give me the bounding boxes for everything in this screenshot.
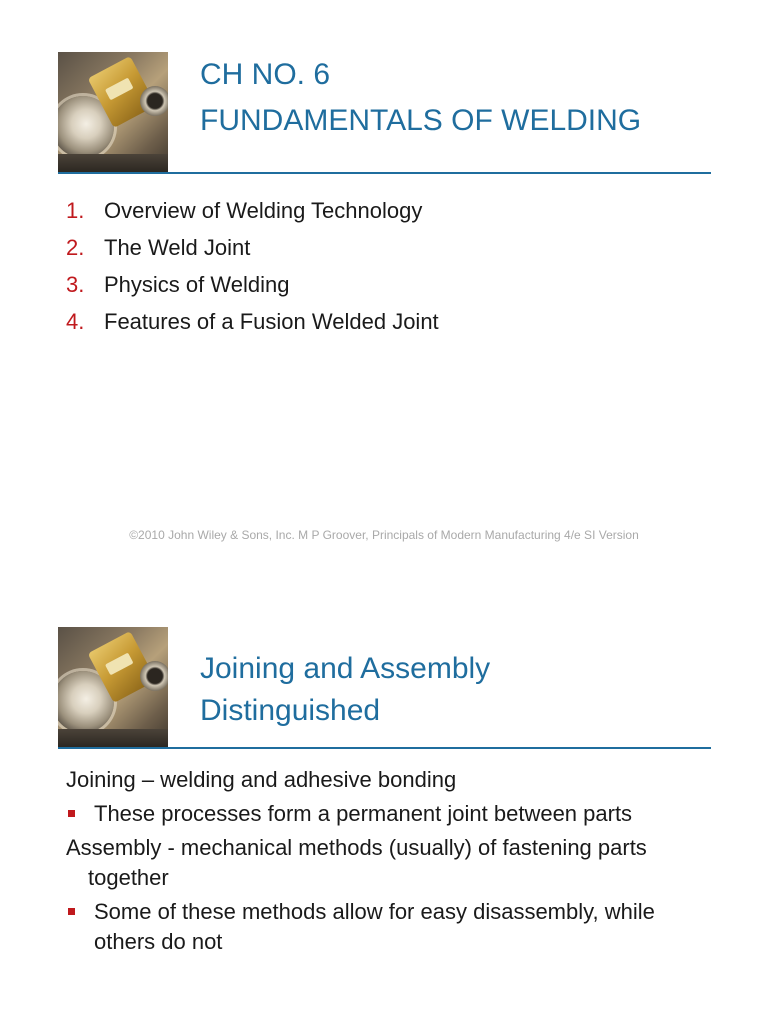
topic-item — [66, 229, 439, 266]
slide-1-title-line-2: FUNDAMENTALS OF WELDING — [200, 104, 642, 137]
topic-text: Features of a Fusion Welded Joint — [104, 309, 439, 334]
topic-text: Overview of Welding Technology — [104, 198, 423, 223]
welding-photo — [58, 627, 168, 747]
slide-2 — [0, 600, 768, 1024]
title-divider — [58, 172, 711, 174]
topic-number: 2. — [66, 235, 85, 260]
topic-number: 4. — [66, 309, 85, 334]
topic-list — [66, 192, 439, 340]
topic-text: Physics of Welding — [104, 272, 290, 297]
bullet-text: Some of these methods allow for easy disassembly, while others do not — [94, 899, 655, 954]
topic-number: 1. — [66, 198, 85, 223]
copyright-footer: ©2010 John Wiley & Sons, Inc. M P Groover, Principals of Modern Manufacturing 4/e SI Version — [129, 528, 639, 542]
topic-item — [66, 192, 439, 229]
machine-base-shape — [58, 729, 168, 747]
slide-2-title — [200, 648, 490, 732]
slide-1-title — [200, 52, 641, 144]
slide-1-title-line-1: CH NO. 6 — [200, 58, 331, 91]
bullet-square-icon — [68, 908, 75, 915]
topic-item — [66, 303, 439, 340]
bullet-square-icon — [68, 810, 75, 817]
slide-2-body — [66, 765, 706, 961]
topic-item — [66, 266, 439, 303]
slide-2-title-line-2: Distinguished — [200, 694, 381, 727]
fixture-ring-shape — [140, 86, 168, 116]
topic-number: 3. — [66, 272, 85, 297]
joining-paragraph: Joining – welding and adhesive bonding — [66, 767, 457, 792]
assembly-paragraph: Assembly - mechanical methods (usually) of fastening parts together — [66, 835, 647, 890]
topic-text: The Weld Joint — [104, 235, 251, 260]
fixture-ring-shape — [140, 661, 168, 691]
slide-2-title-line-1: Joining and Assembly — [200, 652, 491, 685]
title-divider — [58, 747, 711, 749]
bullet-item — [66, 799, 706, 829]
bullet-text: These processes form a permanent joint between parts — [94, 801, 633, 826]
machine-base-shape — [58, 154, 168, 172]
bullet-item — [66, 897, 706, 957]
welding-photo — [58, 52, 168, 172]
